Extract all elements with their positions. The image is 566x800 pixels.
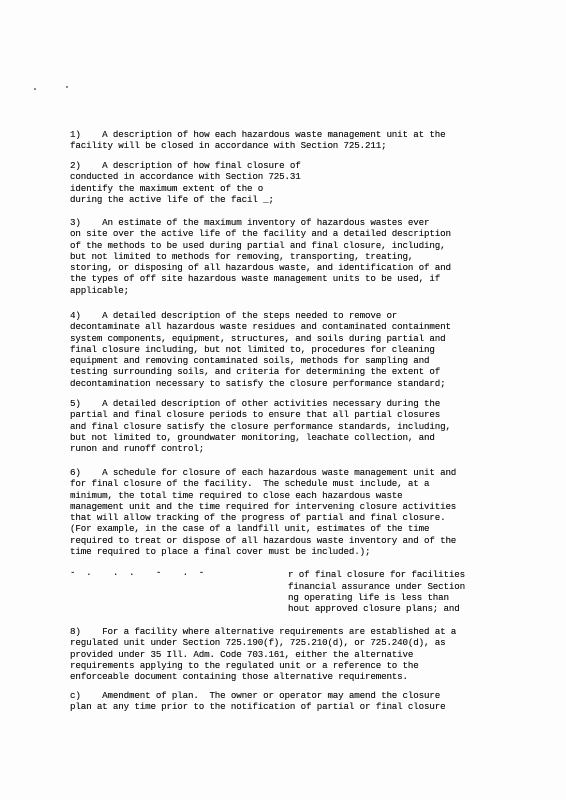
- paragraph-7-line-1: r of final closure for facilities: [288, 569, 465, 580]
- paragraph-6: 6) A schedule for closure of each hazardous waste management unit and for final closure of the facility. The schedule must include, at a minimum, the total time required to close each hazardous waste management unit and the time required for intervening closure activities that will allow tracking of the progress of partial and final closure. (For example, in the case of a landfill unit, estimates of the time required to treat or dispose of all hazardous waste inventory and of the time required to place a final cover must be included.);: [70, 467, 457, 558]
- scan-speck: [66, 86, 68, 88]
- paragraph-2: 2) A description of how final closure of conducted in accordance with Section 725.31 identify the maximum extent of the o during the active life of the facil _;: [70, 160, 301, 205]
- paragraph-7-line-2: financial assurance under Section: [288, 581, 465, 592]
- paragraph-5: 5) A detailed description of other activities necessary during the partial and final closure periods to ensure that all partial closures and final closure satisfy the closure performance standards, including, but not limited to, groundwater monitoring, leachate collection, and runon and runoff control;: [70, 398, 451, 455]
- paragraph-4: 4) A detailed description of the steps needed to remove or decontaminate all hazardous waste residues and contaminated containment system components, equipment, structures, and soils during partial and final closure including, but not limited to, procedures for cleaning equipment and removing contaminated soils, methods for sampling and testing surrounding soils, and criteria for determining the extent of decontamination necessary to satisfy the closure performance standard;: [70, 310, 451, 389]
- paragraph-3: 3) An estimate of the maximum inventory of hazardous wastes ever on site over the active life of the facility and a detailed description of the methods to be used during partial and final closure, including, but not limited to methods for removing, transporting, treating, storing, or disposing of all hazardous waste, and identification of and the types of off site hazardous waste management units to be used, if applicable;: [70, 217, 451, 296]
- paragraph-c: c) Amendment of plan. The owner or operator may amend the closure plan at any time prior to the notification of partial or final closure: [70, 690, 446, 713]
- scan-speck: [34, 88, 36, 90]
- paragraph-1: 1) A description of how each hazardous waste management unit at the facility will be closed in accordance with Section 725.211;: [70, 129, 446, 152]
- paragraph-7-line-3: ng operating life is less than: [288, 592, 449, 603]
- paragraph-7-left-fragment: - . . . - . -: [70, 567, 205, 578]
- paragraph-8: 8) For a facility where alternative requirements are established at a regulated unit under Section 725.190(f), 725.210(d), or 725.240(d), as provided under 35 Ill. Adm. Code 703.161, either the alternative requirements applying to the regulated unit or a reference to the enforceable document containing those alternative requirements.: [70, 626, 457, 683]
- paragraph-7-line-4: hout approved closure plans; and: [288, 603, 460, 614]
